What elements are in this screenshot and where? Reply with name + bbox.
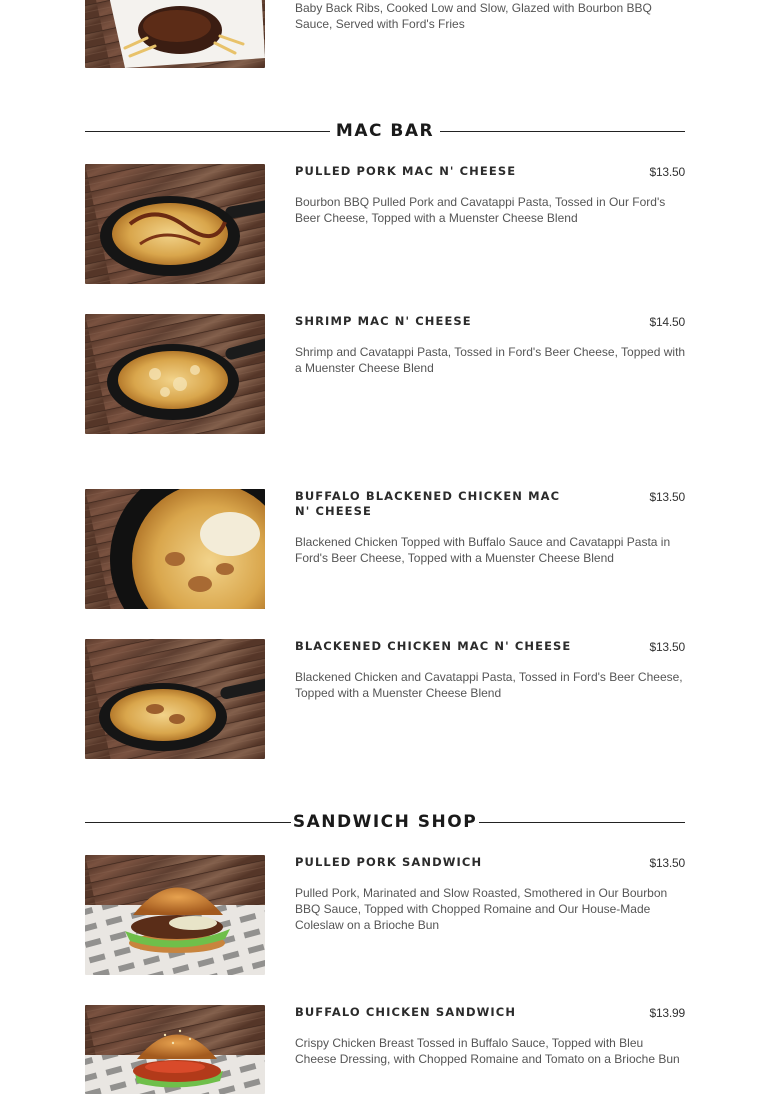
menu-item-title: BUFFALO CHICKEN SANDWICH bbox=[295, 1005, 517, 1019]
buffalo-blackened-mac-photo[interactable] bbox=[85, 489, 265, 609]
menu-item-price: $13.50 bbox=[649, 640, 685, 654]
pulled-pork-mac-photo[interactable] bbox=[85, 164, 265, 284]
menu-item-price: $13.50 bbox=[649, 856, 685, 870]
mac-bar-heading bbox=[85, 119, 685, 143]
menu-item-title: BUFFALO BLACKENED CHICKEN MAC N' CHEESE bbox=[295, 489, 561, 518]
menu-item-description: Blackened Chicken and Cavatappi Pasta, Tossed in Ford's Beer Cheese, Topped with a Muenster Cheese Blend bbox=[295, 670, 683, 700]
menu-item-price: $14.50 bbox=[649, 315, 685, 329]
menu-item-description: Pulled Pork, Marinated and Slow Roasted, Smothered in Our Bourbon BBQ Sauce, Topped with Chopped Romaine and Our House-Made Coleslaw on a Brioche Bun bbox=[295, 886, 668, 932]
sandwich-shop-heading bbox=[85, 810, 685, 834]
menu-item-title: PULLED PORK SANDWICH bbox=[295, 855, 483, 869]
ribs-description: Baby Back Ribs, Cooked Low and Slow, Glazed with Bourbon BBQ Sauce, Served with Ford's Fries bbox=[295, 1, 652, 31]
shrimp-mac-photo[interactable] bbox=[85, 314, 265, 434]
buffalo-chicken-sandwich-photo[interactable] bbox=[85, 1005, 265, 1094]
menu-item-description: Shrimp and Cavatappi Pasta, Tossed in Ford's Beer Cheese, Topped with a Muenster Cheese Blend bbox=[295, 345, 686, 375]
menu-item-description: Bourbon BBQ Pulled Pork and Cavatappi Pasta, Tossed in Our Ford's Beer Cheese, Topped with a Muenster Cheese Blend bbox=[295, 195, 666, 225]
menu-item-title: SHRIMP MAC N' CHEESE bbox=[295, 314, 472, 328]
menu-item-description: Blackened Chicken Topped with Buffalo Sauce and Cavatappi Pasta in Ford's Beer Cheese, Topped with a Muenster Cheese Blend bbox=[295, 535, 671, 565]
menu-item-title: PULLED PORK MAC N' CHEESE bbox=[295, 164, 517, 178]
menu-item-description: Crispy Chicken Breast Tossed in Buffalo Sauce, Topped with Bleu Cheese Dressing, with Chopped Romaine and Tomato on a Brioche Bun bbox=[295, 1036, 680, 1066]
menu-item-price: $13.50 bbox=[649, 165, 685, 179]
menu-item-price: $13.50 bbox=[649, 490, 685, 504]
menu-item-price: $13.99 bbox=[649, 1006, 685, 1020]
blackened-chicken-mac-photo[interactable] bbox=[85, 639, 265, 759]
menu-item-title: BLACKENED CHICKEN MAC N' CHEESE bbox=[295, 639, 572, 653]
ribs-photo bbox=[85, 0, 265, 68]
sandwich-shop-title: SANDWICH SHOP bbox=[292, 812, 478, 832]
pulled-pork-sandwich-photo[interactable] bbox=[85, 855, 265, 975]
mac-bar-title: MAC BAR bbox=[335, 121, 435, 141]
